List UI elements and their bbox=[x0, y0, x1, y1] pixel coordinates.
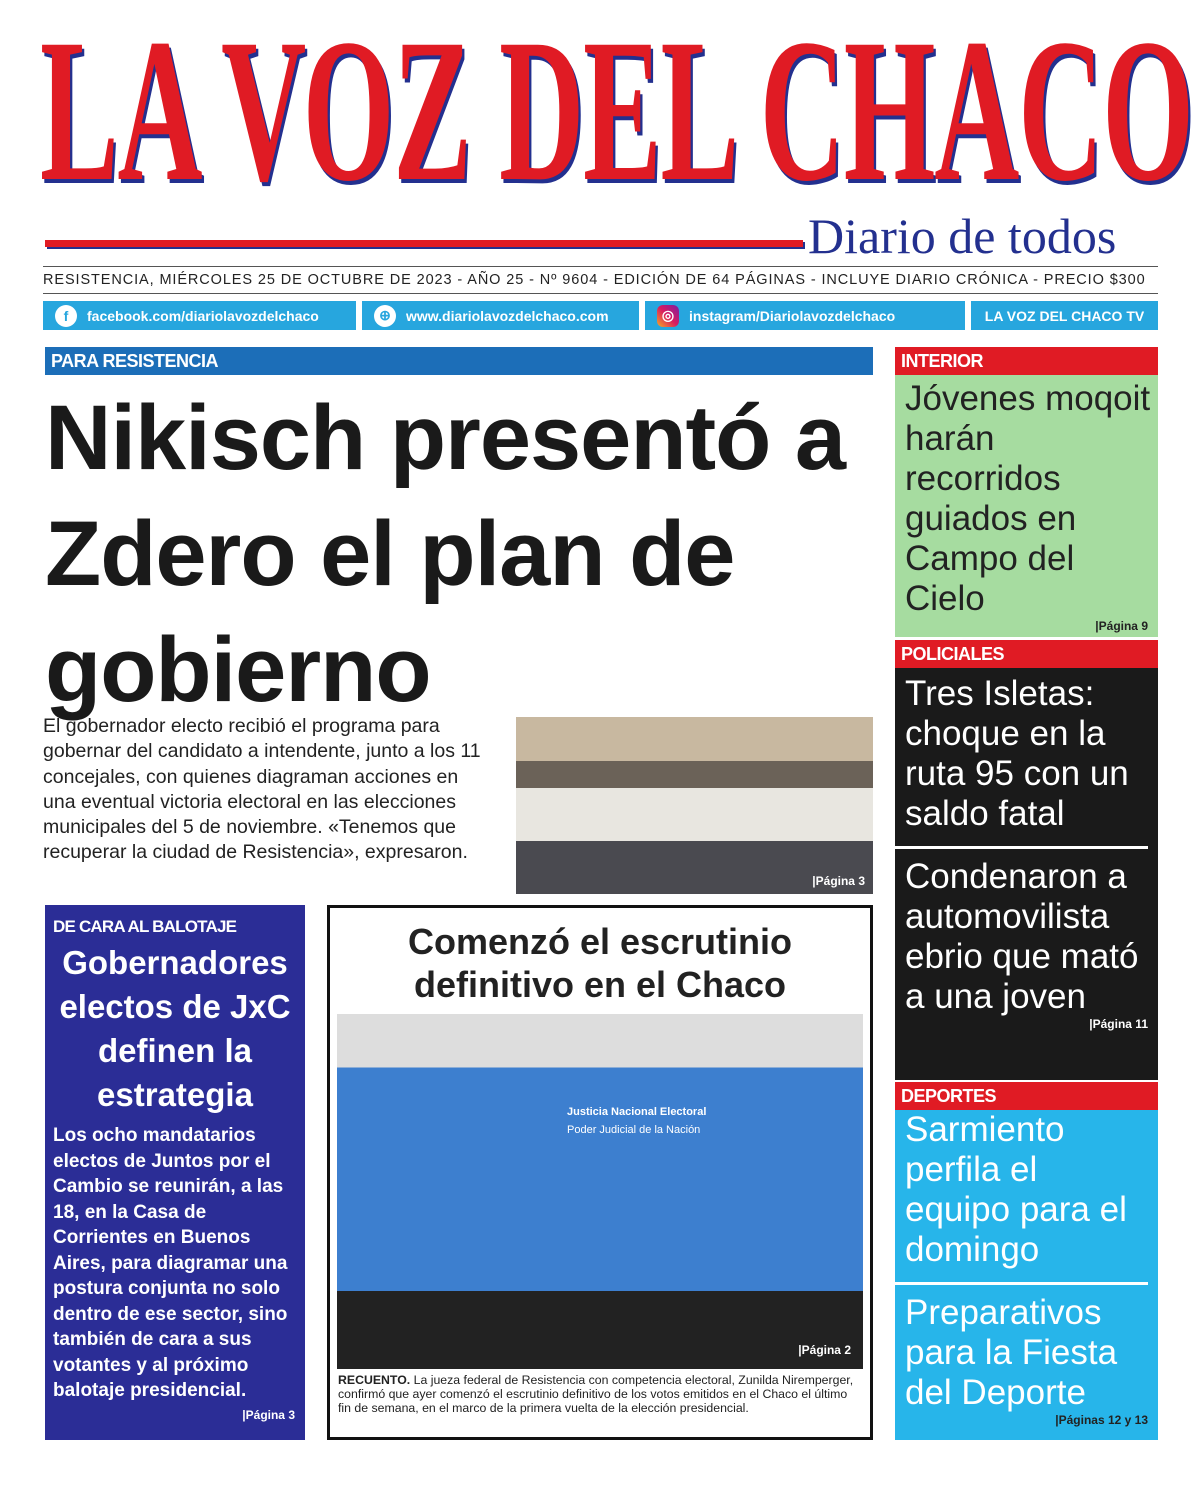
deportes-headline-2[interactable]: Preparativos para la Fiesta del Deporte bbox=[905, 1293, 1118, 1412]
escrutinio-photo bbox=[337, 1014, 863, 1369]
page-ref: |Página 2 bbox=[798, 1343, 851, 1357]
page-ref: |Página 3 bbox=[812, 874, 865, 888]
section-policiales: POLICIALES bbox=[895, 640, 1158, 668]
page-ref: |Páginas 12 y 13 bbox=[1055, 1413, 1148, 1427]
photo-sign: Poder Judicial de la Nación bbox=[567, 1124, 701, 1136]
website-link[interactable] bbox=[362, 301, 639, 330]
facebook-label: facebook.com/diariolavozdelchaco bbox=[87, 307, 319, 324]
balotaje-headline[interactable]: Gobernadores electos de JxC definen la estrategia bbox=[59, 944, 291, 1113]
globe-icon: ⊕ bbox=[374, 305, 396, 327]
facebook-icon: f bbox=[55, 305, 77, 327]
caption-text: La jueza federal de Resistencia con competencia electoral, Zunilda Niremperger, confirmó que ayer comenzó el escrutinio definitivo de los votos emitidos en el Chaco el último fin de semana, en el marco de la primera vuelta de la elección presidencial. bbox=[338, 1373, 854, 1415]
main-headline[interactable]: Nikisch presentó a Zdero el plan de gobierno bbox=[45, 387, 846, 721]
instagram-link[interactable] bbox=[645, 301, 965, 330]
facebook-link[interactable] bbox=[43, 301, 356, 330]
section-deportes: DEPORTES bbox=[895, 1082, 1158, 1110]
page-ref: |Página 11 bbox=[1089, 1017, 1148, 1031]
photo-caption bbox=[330, 1369, 870, 1419]
caption-lead: RECUENTO. bbox=[338, 1373, 411, 1387]
masthead-title: LA VOZ DEL CHACO bbox=[40, 0, 1193, 224]
instagram-icon: ◎ bbox=[657, 305, 679, 327]
photo-sign: Justicia Nacional Electoral bbox=[567, 1106, 707, 1118]
deportes-headline-1[interactable]: Sarmiento perfila el equipo para el domingo bbox=[895, 1110, 1148, 1285]
instagram-label: instagram/Diariolavozdelchaco bbox=[689, 307, 896, 324]
balotaje-box bbox=[45, 905, 305, 1440]
escrutinio-headline[interactable]: Comenzó el escrutinio definitivo en el Chaco bbox=[407, 921, 793, 1005]
tv-label: LA VOZ DEL CHACO TV bbox=[984, 307, 1145, 324]
masthead-slogan: Diario de todos bbox=[808, 208, 1117, 264]
deportes-box bbox=[895, 1110, 1158, 1440]
balotaje-body: Los ocho mandatarios electos de Juntos por el Cambio se reunirán, a las 18, en la Casa de Corrientes en Buenos Aires, para diagramar una postura conjunta no solo dentro de ese sector, sino también de cara a sus votantes y al próximo balotaje presidencial. bbox=[53, 1125, 288, 1401]
tv-link[interactable] bbox=[971, 301, 1158, 330]
interior-box bbox=[895, 375, 1158, 637]
section-para-resistencia: PARA RESISTENCIA bbox=[45, 347, 873, 375]
section-label: DE CARA AL BALOTAJE bbox=[53, 917, 237, 936]
dateline: RESISTENCIA, MIÉRCOLES 25 DE OCTUBRE DE 2023 - AÑO 25 - Nº 9604 - EDICIÓN DE 64 PÁGINAS - INCLUYE DIARIO CRÓNICA - PRECIO $300 bbox=[43, 266, 1158, 294]
page-ref: |Página 3 bbox=[242, 1407, 295, 1422]
meeting-photo bbox=[516, 717, 873, 894]
main-lead: El gobernador electo recibió el programa para gobernar del candidato a intendente, junto a los 11 concejales, con quienes diagraman acciones en una eventual victoria electoral en las elecciones municipales del 5 de noviembre. «Tenemos que recuperar la ciudad de Resistencia», expresaron. bbox=[43, 715, 481, 864]
interior-headline[interactable]: Jóvenes moqoit harán recorridos guiados en Campo del Cielo bbox=[905, 379, 1151, 618]
website-label: www.diariolavozdelchaco.com bbox=[406, 307, 609, 324]
section-interior: INTERIOR bbox=[895, 347, 1158, 375]
policiales-box bbox=[895, 668, 1158, 1080]
masthead-rule bbox=[45, 240, 803, 247]
policiales-headline-2[interactable]: Condenaron a automovilista ebrio que mató a una joven bbox=[905, 857, 1139, 1016]
escrutinio-box bbox=[327, 905, 873, 1440]
policiales-headline-1[interactable]: Tres Isletas: choque en la ruta 95 con un saldo fatal bbox=[895, 668, 1148, 849]
page-ref: |Página 9 bbox=[1095, 619, 1148, 633]
